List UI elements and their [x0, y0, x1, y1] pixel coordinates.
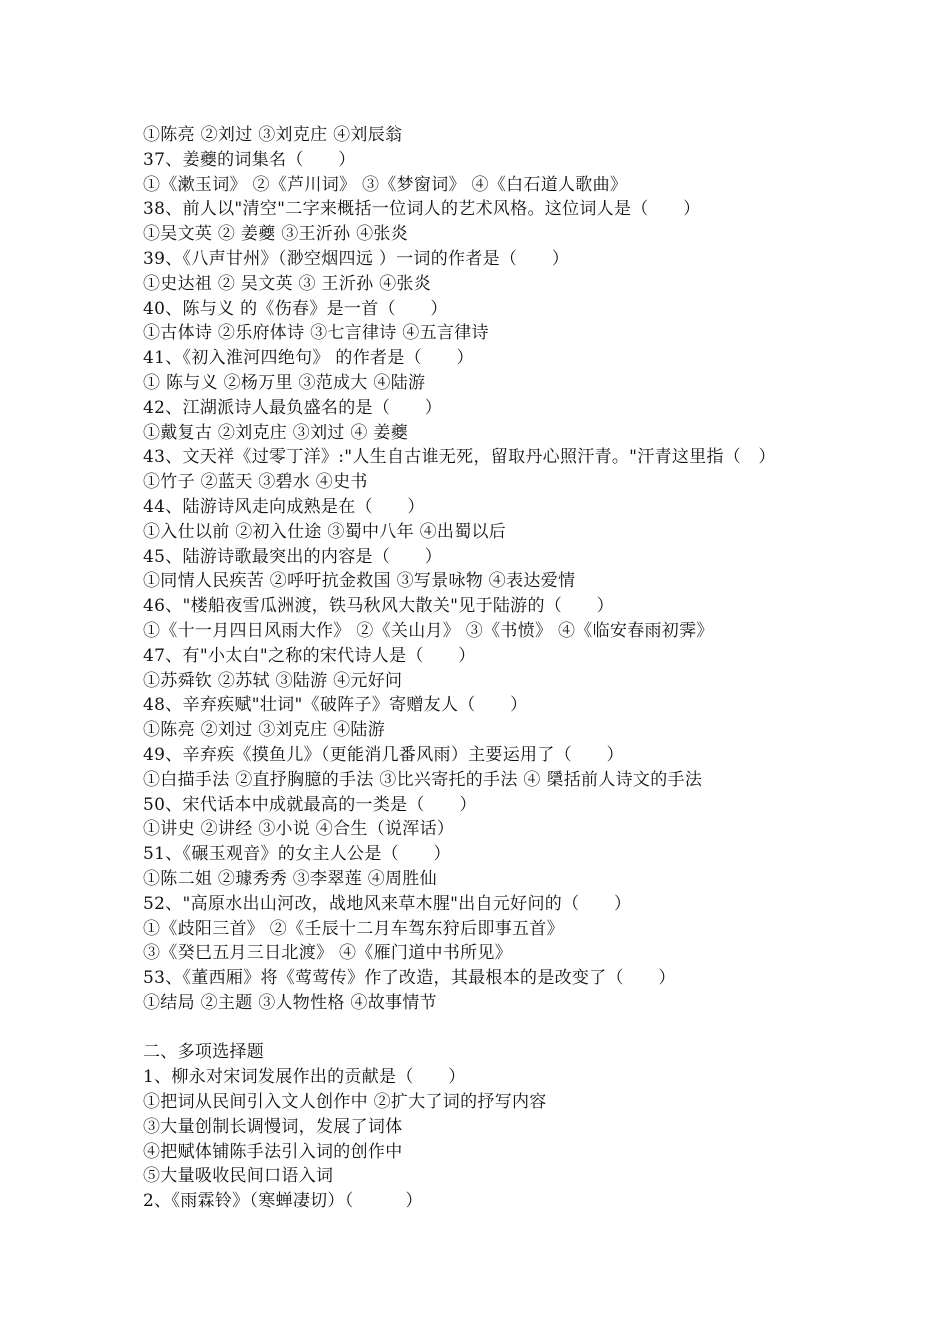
section-heading: 二、多项选择题 — [143, 1042, 265, 1063]
mc-options-1-d: ⑤大量吸收民间口语入词 — [143, 1166, 334, 1187]
question-39: 39、《八声甘州》（渺空烟四远 ）一词的作者是（ ） — [143, 248, 570, 269]
question-44: 44、陆游诗风走向成熟是在（ ） — [143, 496, 425, 517]
options-44: ①入仕以前 ②初入仕途 ③蜀中八年 ④出蜀以后 — [143, 521, 507, 542]
options-42: ①戴复古 ②刘克庄 ③刘过 ④ 姜夔 — [143, 422, 409, 443]
mc-options-1-c: ④把赋体铺陈手法引入词的创作中 — [143, 1141, 403, 1162]
options-52-b: ③《癸巳五月三日北渡》 ④《雁门道中书所见》 — [143, 943, 513, 964]
options-43: ①竹子 ②蓝天 ③碧水 ④史书 — [143, 472, 368, 493]
options-37: ①《漱玉词》 ②《芦川词》 ③《梦窗词》 ④《白石道人歌曲》 — [143, 174, 628, 195]
mc-question-2: 2、《雨霖铃》（寒蝉凄切）（ ） — [143, 1191, 423, 1212]
question-37: 37、姜夔的词集名（ ） — [143, 149, 356, 170]
question-51: 51、《碾玉观音》的女主人公是（ ） — [143, 844, 451, 865]
question-38: 38、前人以"清空"二字来概括一位词人的艺术风格。这位词人是（ ） — [143, 199, 701, 220]
question-47: 47、有"小太白"之称的宋代诗人是（ ） — [143, 645, 476, 666]
options-45: ①同情人民疾苦 ②呼吁抗金救国 ③写景咏物 ④表达爱情 — [143, 571, 576, 592]
options-47: ①苏舜钦 ②苏轼 ③陆游 ④元好问 — [143, 670, 403, 691]
question-52: 52、"高原水出山河改，战地风来草木腥"出自元好问的（ ） — [143, 893, 632, 914]
options-39: ①史达祖 ② 吴文英 ③ 王沂孙 ④张炎 — [143, 273, 432, 294]
blank-line — [143, 1016, 843, 1041]
mc-options-1-a: ①把词从民间引入文人创作中 ②扩大了词的抒写内容 — [143, 1092, 547, 1113]
question-40: 40、陈与义 的《伤春》是一首（ ） — [143, 298, 448, 319]
question-42: 42、江湖派诗人最负盛名的是（ ） — [143, 397, 443, 418]
options-50: ①讲史 ②讲经 ③小说 ④合生（说浑话） — [143, 819, 455, 840]
options-49: ①白描手法 ②直抒胸臆的手法 ③比兴寄托的手法 ④ 檃括前人诗文的手法 — [143, 769, 703, 790]
options-48: ①陈亮 ②刘过 ③刘克庄 ④陆游 — [143, 720, 386, 741]
question-53: 53、《董西厢》将《莺莺传》作了改造，其最根本的是改变了（ ） — [143, 968, 676, 989]
options-40: ①古体诗 ②乐府体诗 ③七言律诗 ④五言律诗 — [143, 323, 489, 344]
options-52-a: ①《歧阳三首》 ②《壬辰十二月车驾东狩后即事五首》 — [143, 918, 564, 939]
options-38: ①吴文英 ② 姜夔 ③王沂孙 ④张炎 — [143, 224, 409, 245]
question-48: 48、辛弃疾赋"壮词"《破阵子》寄赠友人（ ） — [143, 695, 528, 716]
options-51: ①陈二姐 ②璩秀秀 ③李翠莲 ④周胜仙 — [143, 868, 437, 889]
question-49: 49、辛弃疾《摸鱼儿》（更能消几番风雨）主要运用了（ ） — [143, 744, 624, 765]
question-50: 50、宋代话本中成就最高的一类是（ ） — [143, 794, 477, 815]
options-53: ①结局 ②主题 ③人物性格 ④故事情节 — [143, 992, 437, 1013]
options-46: ①《十一月四日风雨大作》 ②《关山月》 ③《书愤》 ④《临安春雨初霁》 — [143, 620, 714, 641]
text-line: ①陈亮 ②刘过 ③刘克庄 ④刘辰翁 — [143, 125, 403, 145]
question-43: 43、文天祥《过零丁洋》:"人生自古谁无死，留取丹心照汗青。"汗青这里指（ ） — [143, 447, 776, 468]
options-41: ① 陈与义 ②杨万里 ③范成大 ④陆游 — [143, 372, 426, 393]
question-46: 46、"楼船夜雪瓜洲渡，铁马秋风大散关"见于陆游的（ ） — [143, 596, 614, 617]
document-body — [143, 123, 843, 1214]
question-41: 41、《初入淮河四绝句》 的作者是（ ） — [143, 348, 474, 369]
question-45: 45、陆游诗歌最突出的内容是（ ） — [143, 546, 443, 567]
mc-options-1-b: ③大量创制长调慢词，发展了词体 — [143, 1116, 403, 1137]
mc-question-1: 1、柳永对宋词发展作出的贡献是（ ） — [143, 1067, 466, 1088]
